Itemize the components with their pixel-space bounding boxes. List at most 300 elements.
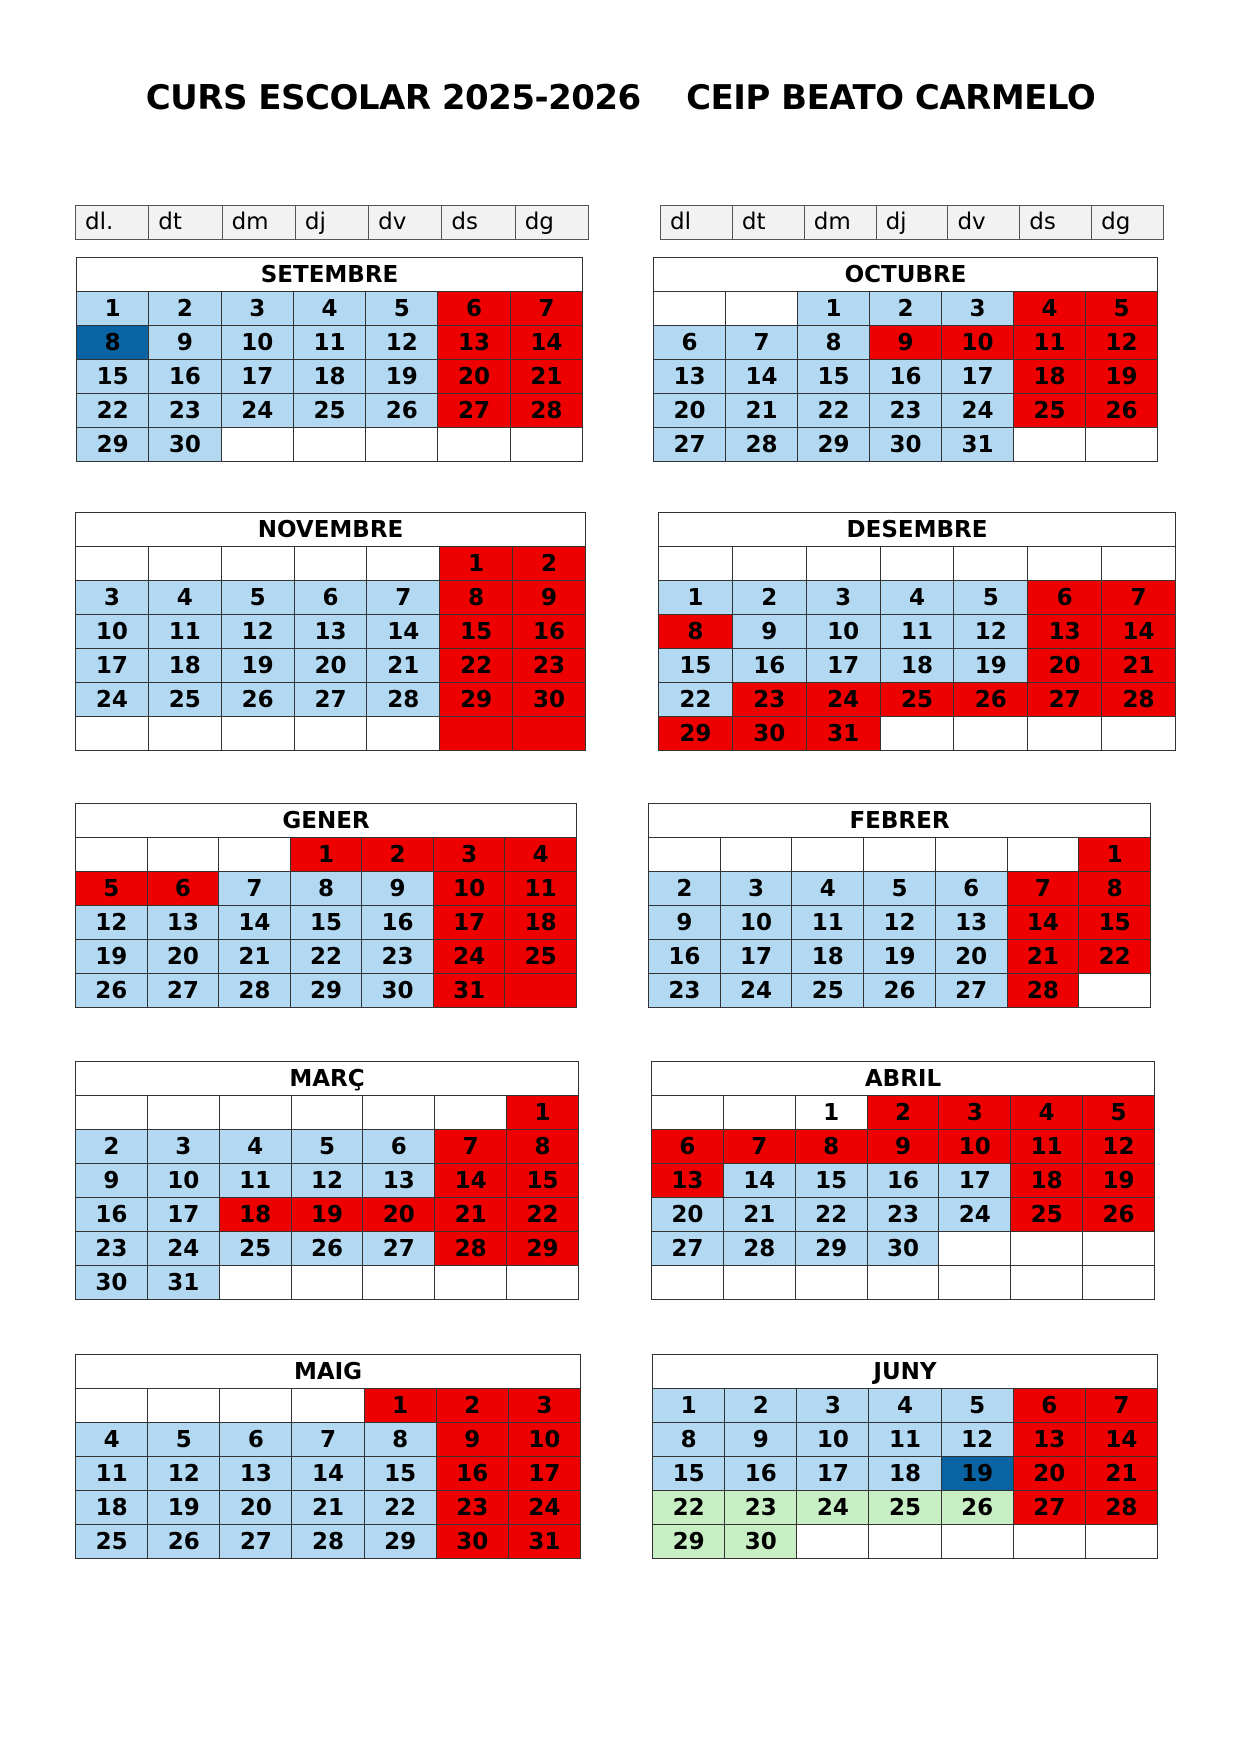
day-cell: 18 bbox=[148, 649, 221, 683]
empty-day-cell bbox=[294, 547, 367, 581]
day-cell: 15 bbox=[77, 360, 149, 394]
day-cell: 28 bbox=[1007, 974, 1079, 1008]
week-row bbox=[653, 1525, 1158, 1559]
day-cell: 10 bbox=[221, 326, 293, 360]
day-cell: 3 bbox=[797, 1389, 869, 1423]
day-cell: 7 bbox=[726, 326, 798, 360]
day-cell: 21 bbox=[1102, 649, 1176, 683]
day-cell: 25 bbox=[219, 1232, 291, 1266]
day-cell: 7 bbox=[1085, 1389, 1157, 1423]
empty-day-cell bbox=[76, 1096, 148, 1130]
empty-day-cell bbox=[649, 838, 721, 872]
month-name: MARÇ bbox=[76, 1062, 579, 1096]
empty-day-cell bbox=[291, 1096, 363, 1130]
day-cell: 24 bbox=[939, 1198, 1011, 1232]
empty-day-cell bbox=[654, 292, 726, 326]
day-cell: 12 bbox=[864, 906, 936, 940]
day-cell: 17 bbox=[939, 1164, 1011, 1198]
day-cell: 4 bbox=[869, 1389, 941, 1423]
week-row bbox=[76, 1491, 581, 1525]
day-cell: 29 bbox=[795, 1232, 867, 1266]
week-row bbox=[653, 1491, 1158, 1525]
day-cell: 3 bbox=[433, 838, 505, 872]
empty-day-cell bbox=[880, 717, 954, 751]
day-cell: 22 bbox=[77, 394, 149, 428]
day-cell: 1 bbox=[653, 1389, 725, 1423]
day-cell: 12 bbox=[954, 615, 1028, 649]
day-cell: 24 bbox=[221, 394, 293, 428]
day-cell: 23 bbox=[649, 974, 721, 1008]
empty-day-cell bbox=[292, 1389, 364, 1423]
empty-day-cell bbox=[652, 1266, 724, 1300]
day-cell: 23 bbox=[732, 683, 806, 717]
week-row bbox=[653, 1457, 1158, 1491]
day-cell: 28 bbox=[367, 683, 440, 717]
day-cell: 29 bbox=[440, 683, 513, 717]
month-table bbox=[75, 803, 577, 1008]
day-cell: 9 bbox=[732, 615, 806, 649]
day-cell: 8 bbox=[290, 872, 362, 906]
month-table bbox=[653, 257, 1158, 462]
day-cell: 31 bbox=[147, 1266, 219, 1300]
week-row bbox=[76, 1266, 579, 1300]
day-cell: 1 bbox=[440, 547, 513, 581]
week-row bbox=[649, 838, 1151, 872]
week-row bbox=[76, 974, 577, 1008]
week-row bbox=[77, 326, 583, 360]
day-cell: 2 bbox=[725, 1389, 797, 1423]
week-row bbox=[649, 940, 1151, 974]
week-row bbox=[652, 1096, 1155, 1130]
day-cell: 15 bbox=[507, 1164, 579, 1198]
day-cell: 29 bbox=[653, 1525, 725, 1559]
day-cell: 24 bbox=[720, 974, 792, 1008]
empty-day-cell bbox=[221, 717, 294, 751]
empty-day-cell bbox=[219, 838, 291, 872]
day-cell: 17 bbox=[797, 1457, 869, 1491]
day-cell: 3 bbox=[76, 581, 149, 615]
month-setembre bbox=[76, 257, 583, 462]
day-cell: 3 bbox=[939, 1096, 1011, 1130]
day-cell: 18 bbox=[869, 1457, 941, 1491]
empty-day-cell bbox=[367, 717, 440, 751]
empty-day-cell bbox=[507, 1266, 579, 1300]
day-cell: 27 bbox=[1028, 683, 1102, 717]
day-cell: 22 bbox=[798, 394, 870, 428]
empty-day-cell bbox=[869, 1525, 941, 1559]
day-cell: 7 bbox=[367, 581, 440, 615]
day-cell: 6 bbox=[294, 581, 367, 615]
day-cell: 27 bbox=[220, 1525, 292, 1559]
day-cell: 7 bbox=[219, 872, 291, 906]
day-cell: 16 bbox=[362, 906, 434, 940]
day-cell: 28 bbox=[292, 1525, 364, 1559]
day-cell: 14 bbox=[1085, 1423, 1157, 1457]
day-cell: 30 bbox=[725, 1525, 797, 1559]
empty-day-cell bbox=[806, 547, 880, 581]
day-cell: 7 bbox=[723, 1130, 795, 1164]
day-cell: 26 bbox=[1086, 394, 1158, 428]
day-cell: 1 bbox=[1079, 838, 1151, 872]
day-cell: 24 bbox=[806, 683, 880, 717]
day-cell: 25 bbox=[880, 683, 954, 717]
day-cell: 12 bbox=[1086, 326, 1158, 360]
empty-day-cell bbox=[1083, 1232, 1155, 1266]
day-cell: 15 bbox=[364, 1457, 436, 1491]
day-cell: 19 bbox=[291, 1198, 363, 1232]
day-cell: 19 bbox=[148, 1491, 220, 1525]
empty-day-cell bbox=[148, 717, 221, 751]
week-row bbox=[76, 1423, 581, 1457]
week-row bbox=[76, 1198, 579, 1232]
day-cell: 16 bbox=[513, 615, 586, 649]
day-cell: 9 bbox=[513, 581, 586, 615]
day-cell: 18 bbox=[792, 940, 864, 974]
day-cell: 12 bbox=[1083, 1130, 1155, 1164]
day-cell: 13 bbox=[294, 615, 367, 649]
day-cell: 15 bbox=[440, 615, 513, 649]
day-cell: 26 bbox=[291, 1232, 363, 1266]
month-novembre bbox=[75, 512, 586, 751]
day-cell: 21 bbox=[219, 940, 291, 974]
day-cell: 12 bbox=[941, 1423, 1013, 1457]
day-cell: 11 bbox=[1011, 1130, 1083, 1164]
day-cell: 26 bbox=[864, 974, 936, 1008]
day-cell: 14 bbox=[723, 1164, 795, 1198]
day-cell: 10 bbox=[76, 615, 149, 649]
day-cell: 6 bbox=[1028, 581, 1102, 615]
day-cell: 22 bbox=[1079, 940, 1151, 974]
week-row bbox=[649, 872, 1151, 906]
week-row bbox=[76, 615, 586, 649]
day-cell: 10 bbox=[720, 906, 792, 940]
day-cell: 20 bbox=[652, 1198, 724, 1232]
day-cell: 23 bbox=[725, 1491, 797, 1525]
day-cell: 20 bbox=[220, 1491, 292, 1525]
day-cell: 2 bbox=[362, 838, 434, 872]
day-cell: 22 bbox=[507, 1198, 579, 1232]
day-cell: 7 bbox=[1007, 872, 1079, 906]
empty-day-cell bbox=[1011, 1232, 1083, 1266]
month-name: DESEMBRE bbox=[659, 513, 1176, 547]
empty-day-cell bbox=[148, 1389, 220, 1423]
day-cell: 11 bbox=[76, 1457, 148, 1491]
day-cell: 23 bbox=[362, 940, 434, 974]
week-row bbox=[76, 649, 586, 683]
day-cell: 17 bbox=[76, 649, 149, 683]
empty-day-cell bbox=[76, 717, 149, 751]
day-cell: 10 bbox=[433, 872, 505, 906]
day-cell: 15 bbox=[798, 360, 870, 394]
day-cell: 14 bbox=[435, 1164, 507, 1198]
day-cell: 21 bbox=[1007, 940, 1079, 974]
day-cell: 22 bbox=[290, 940, 362, 974]
page-title: CURS ESCOLAR 2025-2026 CEIP BEATO CARMELO bbox=[145, 78, 1096, 118]
weekday-label: dl. bbox=[76, 206, 149, 239]
empty-day-cell bbox=[939, 1266, 1011, 1300]
month-name: SETEMBRE bbox=[77, 258, 583, 292]
day-cell: 5 bbox=[76, 872, 148, 906]
day-cell: 13 bbox=[147, 906, 219, 940]
empty-day-cell bbox=[792, 838, 864, 872]
month-juny bbox=[652, 1354, 1158, 1559]
day-cell: 20 bbox=[654, 394, 726, 428]
day-cell: 11 bbox=[148, 615, 221, 649]
day-cell: 18 bbox=[880, 649, 954, 683]
day-cell: 23 bbox=[436, 1491, 508, 1525]
empty-day-cell bbox=[1014, 428, 1086, 462]
day-cell: 3 bbox=[806, 581, 880, 615]
month-name: NOVEMBRE bbox=[76, 513, 586, 547]
day-cell: 21 bbox=[435, 1198, 507, 1232]
day-cell: 25 bbox=[76, 1525, 148, 1559]
day-cell: 11 bbox=[505, 872, 577, 906]
day-cell: 23 bbox=[870, 394, 942, 428]
week-row bbox=[654, 428, 1158, 462]
day-cell: 12 bbox=[291, 1164, 363, 1198]
empty-day-cell bbox=[291, 1266, 363, 1300]
empty-day-cell bbox=[954, 547, 1028, 581]
day-cell: 7 bbox=[292, 1423, 364, 1457]
day-cell: 17 bbox=[806, 649, 880, 683]
empty-day-cell bbox=[510, 428, 582, 462]
day-cell: 27 bbox=[363, 1232, 435, 1266]
day-cell: 25 bbox=[869, 1491, 941, 1525]
empty-day-cell bbox=[76, 838, 148, 872]
empty-day-cell bbox=[723, 1266, 795, 1300]
empty-day-cell bbox=[294, 717, 367, 751]
day-cell: 6 bbox=[652, 1130, 724, 1164]
day-cell: 10 bbox=[939, 1130, 1011, 1164]
day-cell: 26 bbox=[941, 1491, 1013, 1525]
day-cell: 5 bbox=[366, 292, 438, 326]
week-row bbox=[76, 1130, 579, 1164]
day-cell: 21 bbox=[1085, 1457, 1157, 1491]
day-cell: 16 bbox=[649, 940, 721, 974]
day-cell: 14 bbox=[1007, 906, 1079, 940]
empty-day-cell bbox=[76, 1389, 148, 1423]
empty-day-cell bbox=[505, 974, 577, 1008]
day-cell: 1 bbox=[798, 292, 870, 326]
week-row bbox=[76, 940, 577, 974]
day-cell: 5 bbox=[864, 872, 936, 906]
day-cell: 6 bbox=[438, 292, 510, 326]
day-cell: 15 bbox=[659, 649, 733, 683]
day-cell: 8 bbox=[795, 1130, 867, 1164]
day-cell: 19 bbox=[864, 940, 936, 974]
day-cell: 17 bbox=[508, 1457, 580, 1491]
day-cell: 4 bbox=[505, 838, 577, 872]
month-name: OCTUBRE bbox=[654, 258, 1158, 292]
day-cell: 27 bbox=[438, 394, 510, 428]
day-cell: 20 bbox=[1028, 649, 1102, 683]
weekday-label: ds bbox=[442, 206, 515, 239]
day-cell: 31 bbox=[806, 717, 880, 751]
week-row bbox=[76, 547, 586, 581]
week-row bbox=[76, 1232, 579, 1266]
day-cell: 12 bbox=[221, 615, 294, 649]
day-cell: 10 bbox=[806, 615, 880, 649]
day-cell: 5 bbox=[1083, 1096, 1155, 1130]
day-cell: 23 bbox=[149, 394, 221, 428]
day-cell: 21 bbox=[292, 1491, 364, 1525]
day-cell: 20 bbox=[935, 940, 1007, 974]
day-cell: 8 bbox=[440, 581, 513, 615]
empty-day-cell bbox=[76, 547, 149, 581]
week-row bbox=[652, 1266, 1155, 1300]
day-cell: 9 bbox=[436, 1423, 508, 1457]
day-cell: 27 bbox=[654, 428, 726, 462]
day-cell: 11 bbox=[880, 615, 954, 649]
day-cell: 7 bbox=[510, 292, 582, 326]
empty-day-cell bbox=[147, 838, 219, 872]
empty-day-cell bbox=[438, 428, 510, 462]
day-cell: 20 bbox=[363, 1198, 435, 1232]
day-cell: 2 bbox=[732, 581, 806, 615]
day-cell: 14 bbox=[726, 360, 798, 394]
empty-day-cell bbox=[219, 1266, 291, 1300]
day-cell: 26 bbox=[366, 394, 438, 428]
day-cell: 13 bbox=[438, 326, 510, 360]
day-cell: 17 bbox=[147, 1198, 219, 1232]
day-cell: 1 bbox=[795, 1096, 867, 1130]
empty-day-cell bbox=[1013, 1525, 1085, 1559]
empty-day-cell bbox=[864, 838, 936, 872]
weekday-header-left bbox=[75, 205, 589, 240]
week-row bbox=[654, 360, 1158, 394]
day-cell: 18 bbox=[293, 360, 365, 394]
empty-day-cell bbox=[435, 1096, 507, 1130]
day-cell: 22 bbox=[653, 1491, 725, 1525]
empty-day-cell bbox=[880, 547, 954, 581]
weekday-label: ds bbox=[1020, 206, 1092, 239]
day-cell: 9 bbox=[649, 906, 721, 940]
day-cell: 16 bbox=[436, 1457, 508, 1491]
day-cell: 7 bbox=[435, 1130, 507, 1164]
day-cell: 18 bbox=[505, 906, 577, 940]
day-cell: 8 bbox=[659, 615, 733, 649]
weekday-label: dt bbox=[733, 206, 805, 239]
empty-day-cell bbox=[935, 838, 1007, 872]
month-table bbox=[648, 803, 1151, 1008]
day-cell: 19 bbox=[76, 940, 148, 974]
day-cell: 18 bbox=[1014, 360, 1086, 394]
day-cell: 3 bbox=[508, 1389, 580, 1423]
empty-day-cell bbox=[867, 1266, 939, 1300]
day-cell: 15 bbox=[795, 1164, 867, 1198]
day-cell: 4 bbox=[1011, 1096, 1083, 1130]
day-cell: 27 bbox=[294, 683, 367, 717]
week-row bbox=[652, 1164, 1155, 1198]
day-cell: 29 bbox=[798, 428, 870, 462]
empty-day-cell bbox=[726, 292, 798, 326]
day-cell: 22 bbox=[440, 649, 513, 683]
day-cell: 16 bbox=[725, 1457, 797, 1491]
week-row bbox=[654, 326, 1158, 360]
day-cell: 30 bbox=[149, 428, 221, 462]
week-row bbox=[76, 1164, 579, 1198]
day-cell: 30 bbox=[732, 717, 806, 751]
day-cell: 21 bbox=[723, 1198, 795, 1232]
empty-day-cell bbox=[147, 1096, 219, 1130]
empty-day-cell bbox=[221, 428, 293, 462]
empty-day-cell bbox=[1102, 717, 1176, 751]
day-cell: 3 bbox=[942, 292, 1014, 326]
empty-day-cell bbox=[1083, 1266, 1155, 1300]
day-cell: 8 bbox=[1079, 872, 1151, 906]
day-cell: 31 bbox=[433, 974, 505, 1008]
day-cell: 1 bbox=[507, 1096, 579, 1130]
weekday-label: dg bbox=[1101, 209, 1131, 235]
day-cell: 5 bbox=[941, 1389, 1013, 1423]
week-row bbox=[76, 1525, 581, 1559]
month-marc bbox=[75, 1061, 579, 1300]
day-cell: 30 bbox=[867, 1232, 939, 1266]
day-cell: 24 bbox=[797, 1491, 869, 1525]
empty-day-cell bbox=[1102, 547, 1176, 581]
month-name: MAIG bbox=[76, 1355, 581, 1389]
day-cell: 2 bbox=[149, 292, 221, 326]
week-row bbox=[659, 717, 1176, 751]
day-cell: 2 bbox=[649, 872, 721, 906]
day-cell: 30 bbox=[76, 1266, 148, 1300]
day-cell: 11 bbox=[792, 906, 864, 940]
day-cell: 14 bbox=[367, 615, 440, 649]
day-cell: 1 bbox=[77, 292, 149, 326]
day-cell: 6 bbox=[1013, 1389, 1085, 1423]
day-cell: 19 bbox=[941, 1457, 1013, 1491]
day-cell: 9 bbox=[870, 326, 942, 360]
day-cell: 14 bbox=[510, 326, 582, 360]
day-cell: 21 bbox=[726, 394, 798, 428]
week-row bbox=[652, 1198, 1155, 1232]
day-cell: 5 bbox=[148, 1423, 220, 1457]
day-cell: 19 bbox=[1086, 360, 1158, 394]
day-cell: 19 bbox=[366, 360, 438, 394]
day-cell: 25 bbox=[148, 683, 221, 717]
day-cell: 12 bbox=[76, 906, 148, 940]
day-cell: 2 bbox=[870, 292, 942, 326]
day-cell: 11 bbox=[1014, 326, 1086, 360]
month-febrer bbox=[648, 803, 1151, 1008]
day-cell: 28 bbox=[510, 394, 582, 428]
empty-day-cell bbox=[1007, 838, 1079, 872]
weekday-header-right bbox=[660, 205, 1164, 240]
week-row bbox=[76, 717, 586, 751]
day-cell: 1 bbox=[659, 581, 733, 615]
day-cell: 8 bbox=[507, 1130, 579, 1164]
day-cell: 20 bbox=[438, 360, 510, 394]
day-cell: 14 bbox=[219, 906, 291, 940]
day-cell: 20 bbox=[294, 649, 367, 683]
weekday-label: dm bbox=[223, 206, 296, 239]
day-cell: 28 bbox=[219, 974, 291, 1008]
day-cell: 20 bbox=[1013, 1457, 1085, 1491]
day-cell: 12 bbox=[148, 1457, 220, 1491]
empty-day-cell bbox=[367, 547, 440, 581]
month-desembre bbox=[658, 512, 1176, 751]
week-row bbox=[76, 872, 577, 906]
day-cell: 31 bbox=[508, 1525, 580, 1559]
month-table bbox=[76, 257, 583, 462]
weekday-label: dv bbox=[369, 206, 442, 239]
day-cell: 3 bbox=[147, 1130, 219, 1164]
day-cell: 19 bbox=[221, 649, 294, 683]
day-cell: 15 bbox=[653, 1457, 725, 1491]
day-cell: 4 bbox=[76, 1423, 148, 1457]
day-cell: 28 bbox=[1085, 1491, 1157, 1525]
week-row bbox=[76, 1096, 579, 1130]
